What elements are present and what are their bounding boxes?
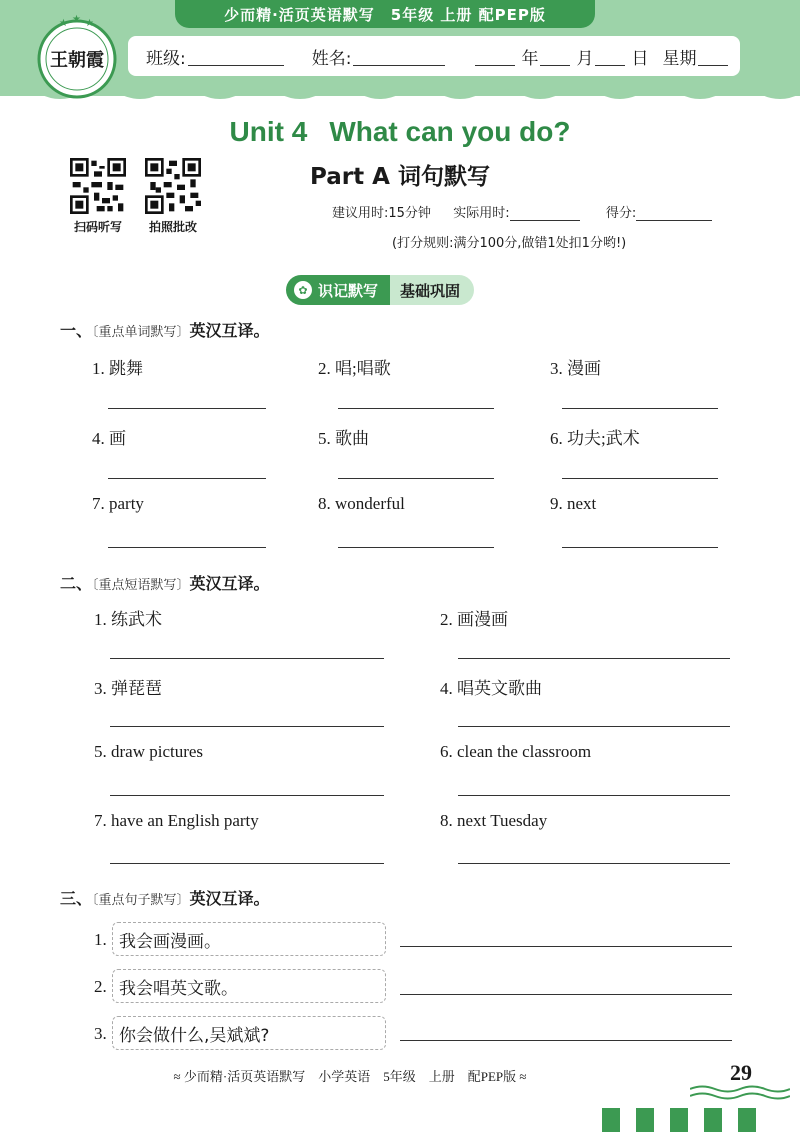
scoring-rule: (打分规则:满分100分,做错1处扣1分哟!) <box>392 236 627 251</box>
sentence-number: 2. <box>94 977 107 996</box>
sentence-text: 我会唱英文歌。 <box>119 978 238 999</box>
answer-line[interactable] <box>400 994 732 995</box>
phrase-item: 7. have an English party <box>94 811 259 830</box>
footer-text: ≈ 少而精·活页英语默写 小学英语 5年级 上册 配PEP版 ≈ <box>173 1069 527 1084</box>
answer-line[interactable] <box>562 547 718 548</box>
answer-line[interactable] <box>108 478 266 479</box>
medal-icon: ✿ <box>294 281 312 299</box>
section2-heading <box>60 571 270 594</box>
sentence-number: 1. <box>94 930 107 949</box>
logo-text: 王朝霞 <box>50 50 104 71</box>
section1-heading <box>60 318 270 341</box>
answer-line[interactable] <box>108 408 266 409</box>
section2-tag: 〔重点短语默写〕 <box>92 578 190 593</box>
answer-line[interactable] <box>108 547 266 548</box>
answer-line[interactable] <box>458 795 730 796</box>
section-badge <box>286 275 474 305</box>
answer-line[interactable] <box>458 658 730 659</box>
answer-line[interactable] <box>458 863 730 864</box>
word-item: 4. 画 <box>92 429 126 448</box>
sentence-number: 3. <box>94 1024 107 1043</box>
year-label: 年 <box>521 48 539 69</box>
answer-line[interactable] <box>338 478 494 479</box>
qr-grade-label: 拍照批改 <box>148 220 197 234</box>
section1-number: 一、 <box>60 321 93 340</box>
month-label: 月 <box>576 48 594 69</box>
score-label: 得分: <box>605 206 637 221</box>
actual-time-label: 实际用时: <box>453 206 510 221</box>
section3-instruction: 英汉互译。 <box>189 889 270 908</box>
word-item: 7. party <box>92 494 144 513</box>
logo <box>34 14 120 100</box>
phrase-item: 8. next Tuesday <box>440 811 548 830</box>
edge-stripe <box>602 1108 620 1132</box>
page-number: 29 <box>730 1060 752 1085</box>
section2-number: 二、 <box>60 574 93 593</box>
phrase-item: 1. 练武术 <box>94 610 162 629</box>
timing-line <box>332 202 712 221</box>
part-title: Part A 词句默写 <box>310 164 490 190</box>
month-field[interactable] <box>540 46 570 66</box>
edge-stripe <box>670 1108 688 1132</box>
year-field[interactable] <box>475 46 515 66</box>
sentence-box <box>112 922 386 956</box>
qr-code-grade[interactable] <box>145 158 201 214</box>
word-item: 2. 唱;唱歌 <box>318 359 391 378</box>
header-wave <box>0 80 800 110</box>
answer-line[interactable] <box>562 408 718 409</box>
badge-left-text: 识记默写 <box>318 281 379 300</box>
phrase-item: 3. 弹琵琶 <box>94 679 162 698</box>
badge-right-text: 基础巩固 <box>390 275 474 305</box>
section1-tag: 〔重点单词默写〕 <box>92 325 190 340</box>
answer-line[interactable] <box>458 726 730 727</box>
sentence-text: 我会画漫画。 <box>119 931 221 952</box>
answer-line[interactable] <box>562 478 718 479</box>
edge-stripe <box>704 1108 722 1132</box>
score-field[interactable] <box>636 207 712 221</box>
word-item: 1. 跳舞 <box>92 359 143 378</box>
phrase-item: 2. 画漫画 <box>440 610 508 629</box>
name-field[interactable] <box>353 46 445 66</box>
weekday-label: 星期 <box>662 48 697 69</box>
phrase-item: 5. draw pictures <box>94 742 204 761</box>
word-item: 6. 功夫;武术 <box>550 429 640 448</box>
sentence-text: 你会做什么,吴斌斌? <box>119 1025 270 1046</box>
unit-topic: What can you do? <box>329 116 571 147</box>
word-item: 5. 歌曲 <box>318 429 369 448</box>
unit-number: Unit 4 <box>229 116 308 147</box>
word-item: 3. 漫画 <box>550 359 601 378</box>
answer-line[interactable] <box>110 863 384 864</box>
weekday-field[interactable] <box>698 46 728 66</box>
student-info-box <box>128 36 740 76</box>
phrase-item: 6. clean the classroom <box>440 742 592 761</box>
phrase-item: 4. 唱英文歌曲 <box>440 679 542 698</box>
suggested-time: 建议用时:15分钟 <box>332 206 431 221</box>
section1-instruction: 英汉互译。 <box>189 321 270 340</box>
answer-line[interactable] <box>338 408 494 409</box>
footer-wave-icon <box>690 1084 790 1102</box>
series-title: 少而精·活页英语默写 5年级 上册 配PEP版 <box>175 0 595 28</box>
answer-line[interactable] <box>110 658 384 659</box>
answer-line[interactable] <box>110 795 384 796</box>
word-item: 8. wonderful <box>318 494 405 513</box>
answer-line[interactable] <box>400 946 732 947</box>
day-label: 日 <box>631 48 649 69</box>
qr-listen-label: 扫码听写 <box>73 220 122 234</box>
svg-text:★: ★ <box>72 14 81 25</box>
day-field[interactable] <box>595 46 625 66</box>
edge-stripe <box>636 1108 654 1132</box>
answer-line[interactable] <box>338 547 494 548</box>
answer-line[interactable] <box>110 726 384 727</box>
section2-instruction: 英汉互译。 <box>189 574 270 593</box>
sentence-box <box>112 1016 386 1050</box>
svg-text:★: ★ <box>59 18 68 29</box>
section3-number: 三、 <box>60 889 93 908</box>
word-item: 9. next <box>550 494 597 513</box>
class-field[interactable] <box>188 46 284 66</box>
edge-stripe <box>738 1108 756 1132</box>
name-label: 姓名: <box>311 48 352 69</box>
unit-title <box>0 116 800 148</box>
class-label: 班级: <box>146 48 186 69</box>
section3-heading <box>60 886 270 909</box>
section3-tag: 〔重点句子默写〕 <box>92 893 190 908</box>
svg-text:★: ★ <box>85 18 94 29</box>
qr-code-listen[interactable] <box>70 158 126 214</box>
answer-line[interactable] <box>400 1040 732 1041</box>
sentence-box <box>112 969 386 1003</box>
actual-time-field[interactable] <box>510 207 580 221</box>
